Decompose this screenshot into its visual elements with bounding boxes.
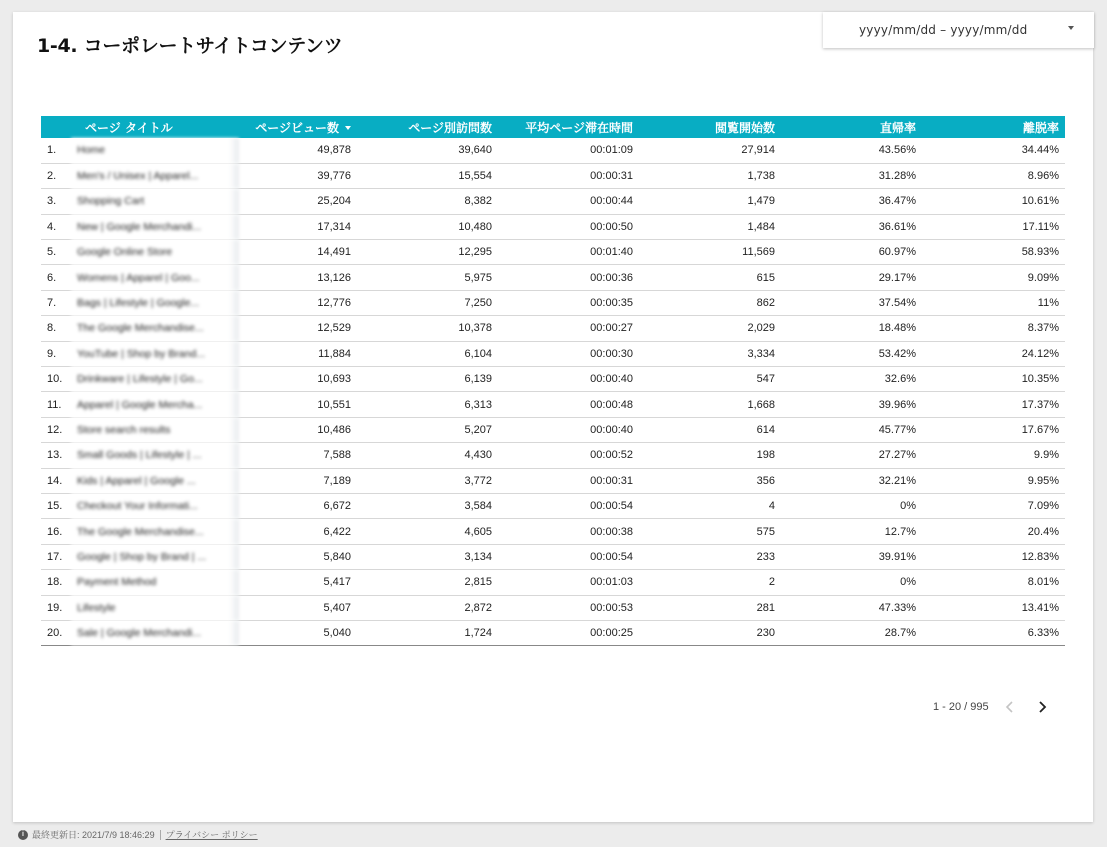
row-avg-time: 00:01:09: [498, 138, 639, 163]
row-page-title: Kids | Apparel | Google ...: [71, 468, 239, 493]
header-unique-pageviews[interactable]: ページ別訪問数: [357, 116, 498, 138]
row-page-title: Checkout Your Informati...: [71, 493, 239, 518]
table-row[interactable]: [41, 189, 1065, 214]
row-unique-pageviews: 7,250: [357, 290, 498, 315]
row-entrances: 230: [639, 620, 781, 645]
chevron-right-icon: [1037, 701, 1047, 713]
header-bounce-rate[interactable]: 直帰率: [781, 116, 922, 138]
row-bounce-rate: 27.27%: [781, 443, 922, 468]
row-index: 15.: [41, 493, 71, 518]
row-exit-rate: 8.96%: [922, 163, 1065, 188]
row-pageviews: 7,189: [239, 468, 357, 493]
row-entrances: 547: [639, 367, 781, 392]
row-exit-rate: 17.67%: [922, 417, 1065, 442]
row-unique-pageviews: 6,313: [357, 392, 498, 417]
row-index: 12.: [41, 417, 71, 442]
table-row[interactable]: [41, 163, 1065, 188]
row-pageviews: 7,588: [239, 443, 357, 468]
row-entrances: 2: [639, 570, 781, 595]
row-avg-time: 00:00:31: [498, 163, 639, 188]
row-page-title: Shopping Cart: [71, 189, 239, 214]
row-exit-rate: 8.37%: [922, 316, 1065, 341]
row-unique-pageviews: 3,772: [357, 468, 498, 493]
row-entrances: 1,738: [639, 163, 781, 188]
row-bounce-rate: 60.97%: [781, 240, 922, 265]
row-pageviews: 17,314: [239, 214, 357, 239]
row-index: 20.: [41, 620, 71, 645]
row-entrances: 614: [639, 417, 781, 442]
row-unique-pageviews: 2,872: [357, 595, 498, 620]
table-row[interactable]: [41, 367, 1065, 392]
row-exit-rate: 10.61%: [922, 189, 1065, 214]
row-index: 9.: [41, 341, 71, 366]
date-range-label: yyyy/mm/dd – yyyy/mm/dd: [859, 23, 1028, 37]
row-bounce-rate: 32.21%: [781, 468, 922, 493]
row-page-title: Google | Shop by Brand | ...: [71, 544, 239, 569]
table-row[interactable]: [41, 138, 1065, 163]
row-exit-rate: 12.83%: [922, 544, 1065, 569]
row-pageviews: 14,491: [239, 240, 357, 265]
row-entrances: 1,479: [639, 189, 781, 214]
table-body: [41, 138, 1065, 646]
row-bounce-rate: 36.61%: [781, 214, 922, 239]
row-index: 14.: [41, 468, 71, 493]
row-unique-pageviews: 3,584: [357, 493, 498, 518]
row-index: 13.: [41, 443, 71, 468]
header-exit-rate[interactable]: 離脱率: [922, 116, 1065, 138]
header-entrances[interactable]: 閲覧開始数: [639, 116, 781, 138]
row-avg-time: 00:00:50: [498, 214, 639, 239]
row-page-title: Womens | Apparel | Goo...: [71, 265, 239, 290]
row-pageviews: 13,126: [239, 265, 357, 290]
header-pageviews-label: ページビュー数: [255, 120, 339, 135]
row-pageviews: 10,551: [239, 392, 357, 417]
row-bounce-rate: 45.77%: [781, 417, 922, 442]
table-row[interactable]: [41, 544, 1065, 569]
row-pageviews: 12,776: [239, 290, 357, 315]
row-exit-rate: 20.4%: [922, 519, 1065, 544]
row-page-title: New | Google Merchandi...: [71, 214, 239, 239]
row-entrances: 4: [639, 493, 781, 518]
next-page-button[interactable]: [1031, 696, 1053, 718]
row-index: 19.: [41, 595, 71, 620]
row-exit-rate: 58.93%: [922, 240, 1065, 265]
row-unique-pageviews: 2,815: [357, 570, 498, 595]
row-unique-pageviews: 39,640: [357, 138, 498, 163]
row-bounce-rate: 47.33%: [781, 595, 922, 620]
row-index: 6.: [41, 265, 71, 290]
row-entrances: 11,569: [639, 240, 781, 265]
date-range-control[interactable]: [823, 12, 1094, 48]
row-entrances: 281: [639, 595, 781, 620]
report-page: [13, 12, 1093, 822]
row-page-title: The Google Merchandise...: [71, 519, 239, 544]
header-avg-time[interactable]: 平均ページ滞在時間: [498, 116, 639, 138]
header-index: [41, 116, 71, 138]
row-pageviews: 10,693: [239, 367, 357, 392]
row-unique-pageviews: 6,139: [357, 367, 498, 392]
row-index: 10.: [41, 367, 71, 392]
row-page-title: Small Goods | Lifestyle | ...: [71, 443, 239, 468]
pagination-label: 1 - 20 / 995: [933, 701, 989, 713]
row-page-title: Store search results: [71, 417, 239, 442]
row-entrances: 27,914: [639, 138, 781, 163]
row-index: 8.: [41, 316, 71, 341]
table-header-row: [41, 116, 1065, 138]
table-row[interactable]: [41, 417, 1065, 442]
row-exit-rate: 11%: [922, 290, 1065, 315]
row-avg-time: 00:00:36: [498, 265, 639, 290]
table-row[interactable]: [41, 570, 1065, 595]
info-icon: i: [18, 830, 28, 840]
row-page-title: YouTube | Shop by Brand...: [71, 341, 239, 366]
page-title: 1-4. コーポレートサイトコンテンツ: [37, 35, 343, 57]
pagination: [933, 696, 1053, 718]
row-page-title: Men's / Unisex | Apparel...: [71, 163, 239, 188]
table-row[interactable]: [41, 316, 1065, 341]
row-page-title: Drinkware | Lifestyle | Go...: [71, 367, 239, 392]
row-exit-rate: 9.95%: [922, 468, 1065, 493]
row-entrances: 233: [639, 544, 781, 569]
row-page-title: Home: [71, 138, 239, 163]
row-pageviews: 49,878: [239, 138, 357, 163]
row-pageviews: 5,407: [239, 595, 357, 620]
row-avg-time: 00:00:27: [498, 316, 639, 341]
row-exit-rate: 17.11%: [922, 214, 1065, 239]
row-page-title: Bags | Lifestyle | Google...: [71, 290, 239, 315]
row-index: 5.: [41, 240, 71, 265]
row-unique-pageviews: 8,382: [357, 189, 498, 214]
row-exit-rate: 10.35%: [922, 367, 1065, 392]
footer: [18, 828, 258, 841]
row-entrances: 575: [639, 519, 781, 544]
table-row[interactable]: [41, 443, 1065, 468]
row-pageviews: 5,040: [239, 620, 357, 645]
row-bounce-rate: 18.48%: [781, 316, 922, 341]
row-avg-time: 00:01:40: [498, 240, 639, 265]
table-row[interactable]: [41, 265, 1065, 290]
header-page-title[interactable]: ページ タイトル: [71, 116, 239, 138]
sort-desc-icon: [345, 126, 351, 130]
row-index: 17.: [41, 544, 71, 569]
row-avg-time: 00:00:52: [498, 443, 639, 468]
table-row[interactable]: [41, 214, 1065, 239]
row-bounce-rate: 43.56%: [781, 138, 922, 163]
row-bounce-rate: 32.6%: [781, 367, 922, 392]
chevron-left-icon: [1005, 701, 1015, 713]
row-pageviews: 6,672: [239, 493, 357, 518]
row-entrances: 198: [639, 443, 781, 468]
row-page-title: Sale | Google Merchandi...: [71, 620, 239, 645]
row-avg-time: 00:00:44: [498, 189, 639, 214]
table-row[interactable]: [41, 493, 1065, 518]
row-bounce-rate: 31.28%: [781, 163, 922, 188]
row-bounce-rate: 28.7%: [781, 620, 922, 645]
row-index: 3.: [41, 189, 71, 214]
row-entrances: 1,668: [639, 392, 781, 417]
content-table: [41, 116, 1065, 646]
row-unique-pageviews: 10,378: [357, 316, 498, 341]
row-exit-rate: 34.44%: [922, 138, 1065, 163]
row-unique-pageviews: 15,554: [357, 163, 498, 188]
row-avg-time: 00:00:48: [498, 392, 639, 417]
row-avg-time: 00:00:40: [498, 417, 639, 442]
row-unique-pageviews: 6,104: [357, 341, 498, 366]
row-index: 4.: [41, 214, 71, 239]
table-row[interactable]: [41, 240, 1065, 265]
prev-page-button[interactable]: [999, 696, 1021, 718]
last-updated: 最終更新日: 2021/7/9 18:46:29: [32, 830, 155, 840]
row-page-title: Payment Method: [71, 570, 239, 595]
table-row[interactable]: [41, 519, 1065, 544]
chevron-down-icon: [1068, 26, 1074, 30]
privacy-policy-link[interactable]: プライバシー ポリシー: [165, 830, 258, 840]
row-entrances: 615: [639, 265, 781, 290]
table-row[interactable]: [41, 620, 1065, 645]
row-index: 2.: [41, 163, 71, 188]
row-entrances: 1,484: [639, 214, 781, 239]
row-unique-pageviews: 5,207: [357, 417, 498, 442]
table-row[interactable]: [41, 290, 1065, 315]
row-page-title: The Google Merchandise...: [71, 316, 239, 341]
row-avg-time: 00:00:30: [498, 341, 639, 366]
row-entrances: 2,029: [639, 316, 781, 341]
row-unique-pageviews: 5,975: [357, 265, 498, 290]
row-avg-time: 00:00:25: [498, 620, 639, 645]
row-avg-time: 00:00:54: [498, 493, 639, 518]
row-unique-pageviews: 12,295: [357, 240, 498, 265]
row-avg-time: 00:00:38: [498, 519, 639, 544]
row-pageviews: 25,204: [239, 189, 357, 214]
row-pageviews: 5,840: [239, 544, 357, 569]
row-bounce-rate: 53.42%: [781, 341, 922, 366]
row-page-title: Apparel | Google Mercha...: [71, 392, 239, 417]
row-unique-pageviews: 10,480: [357, 214, 498, 239]
row-avg-time: 00:01:03: [498, 570, 639, 595]
row-exit-rate: 24.12%: [922, 341, 1065, 366]
row-entrances: 862: [639, 290, 781, 315]
table-row[interactable]: [41, 392, 1065, 417]
row-avg-time: 00:00:31: [498, 468, 639, 493]
row-unique-pageviews: 4,605: [357, 519, 498, 544]
row-unique-pageviews: 1,724: [357, 620, 498, 645]
row-avg-time: 00:00:40: [498, 367, 639, 392]
row-index: 11.: [41, 392, 71, 417]
row-bounce-rate: 0%: [781, 570, 922, 595]
row-bounce-rate: 37.54%: [781, 290, 922, 315]
table-row[interactable]: [41, 341, 1065, 366]
row-entrances: 356: [639, 468, 781, 493]
row-avg-time: 00:00:54: [498, 544, 639, 569]
row-avg-time: 00:00:35: [498, 290, 639, 315]
row-pageviews: 11,884: [239, 341, 357, 366]
row-pageviews: 5,417: [239, 570, 357, 595]
row-pageviews: 39,776: [239, 163, 357, 188]
row-index: 7.: [41, 290, 71, 315]
table-row[interactable]: [41, 468, 1065, 493]
row-exit-rate: 13.41%: [922, 595, 1065, 620]
row-exit-rate: 6.33%: [922, 620, 1065, 645]
row-page-title: Google Online Store: [71, 240, 239, 265]
row-exit-rate: 9.9%: [922, 443, 1065, 468]
row-bounce-rate: 39.96%: [781, 392, 922, 417]
row-unique-pageviews: 4,430: [357, 443, 498, 468]
row-exit-rate: 7.09%: [922, 493, 1065, 518]
row-index: 18.: [41, 570, 71, 595]
row-bounce-rate: 29.17%: [781, 265, 922, 290]
row-pageviews: 10,486: [239, 417, 357, 442]
row-bounce-rate: 36.47%: [781, 189, 922, 214]
row-pageviews: 12,529: [239, 316, 357, 341]
row-pageviews: 6,422: [239, 519, 357, 544]
row-index: 1.: [41, 138, 71, 163]
row-index: 16.: [41, 519, 71, 544]
table-row[interactable]: [41, 595, 1065, 620]
row-bounce-rate: 0%: [781, 493, 922, 518]
footer-divider: [160, 830, 161, 840]
row-unique-pageviews: 3,134: [357, 544, 498, 569]
row-page-title: Lifestyle: [71, 595, 239, 620]
row-bounce-rate: 39.91%: [781, 544, 922, 569]
row-exit-rate: 9.09%: [922, 265, 1065, 290]
row-avg-time: 00:00:53: [498, 595, 639, 620]
row-exit-rate: 8.01%: [922, 570, 1065, 595]
row-entrances: 3,334: [639, 341, 781, 366]
row-exit-rate: 17.37%: [922, 392, 1065, 417]
row-bounce-rate: 12.7%: [781, 519, 922, 544]
header-pageviews[interactable]: [239, 116, 357, 138]
